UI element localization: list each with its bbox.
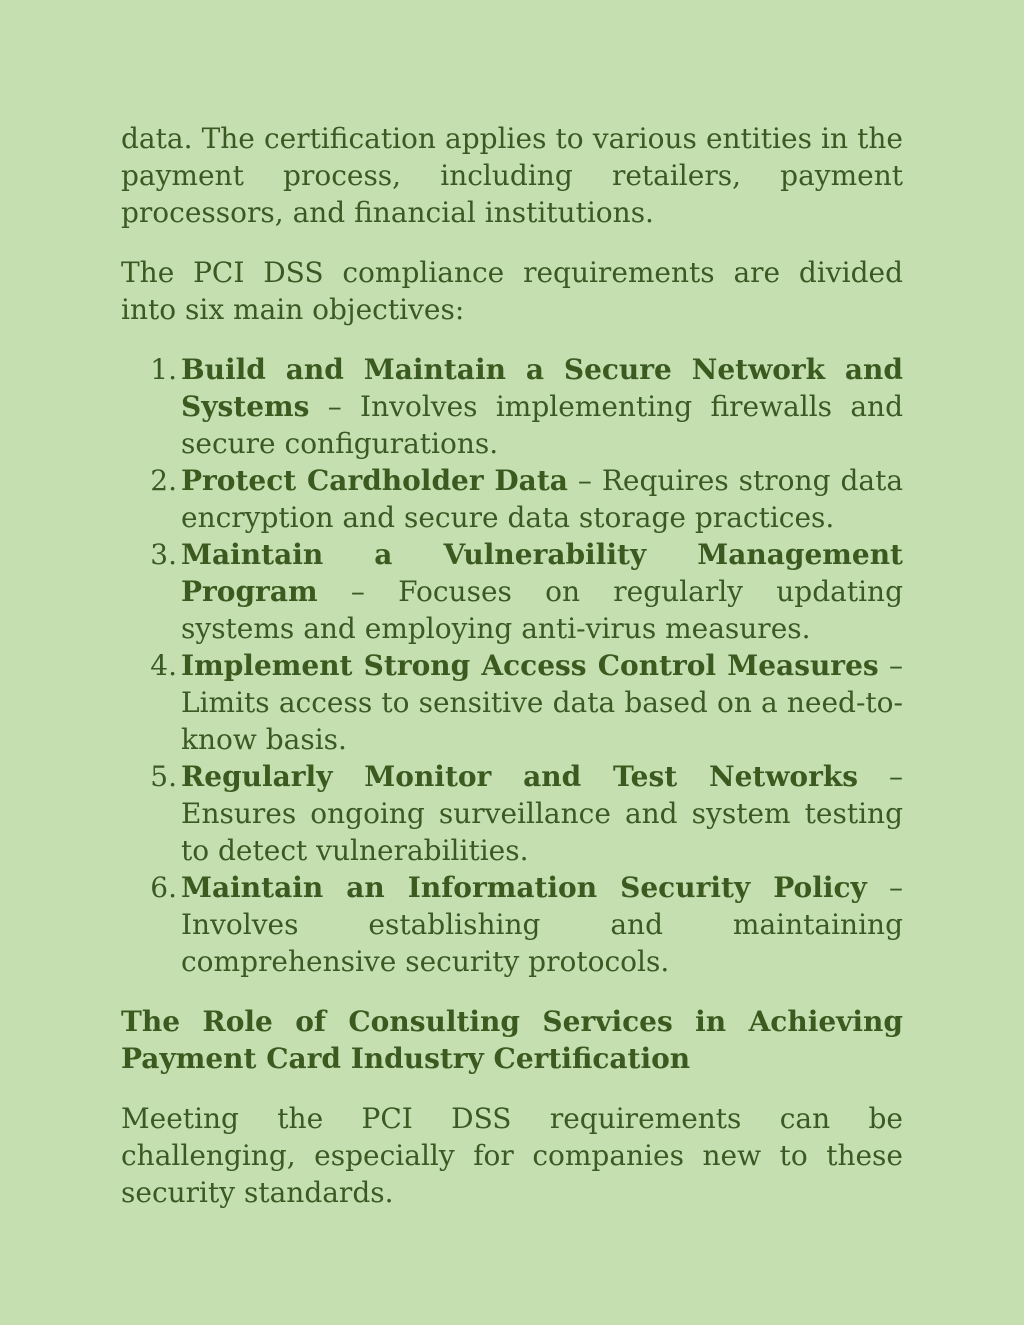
list-item — [150, 647, 903, 758]
objective-title: Build and Maintain a Secure Network and Systems — [181, 353, 903, 423]
objective-title: Regularly Monitor and Test Networks — [181, 760, 859, 793]
list-item — [150, 869, 903, 980]
paragraph-objectives-intro: The PCI DSS compliance requirements are divided into six main objectives: — [121, 256, 903, 326]
objective-description: – Involves implementing firewalls and secure configurations. — [181, 390, 903, 460]
objectives-list — [121, 351, 903, 980]
paragraph-consulting: Meeting the PCI DSS requirements can be challenging, especially for companies new to these security standards. — [121, 1102, 903, 1209]
list-item — [150, 462, 904, 536]
list-item — [150, 536, 903, 647]
objective-description: – Requires strong data encryption and secure data storage practices. — [181, 464, 904, 534]
objective-title: Maintain a Vulnerability Management Program — [181, 538, 903, 608]
objective-title: Protect Cardholder Data — [181, 464, 568, 497]
objective-description: – Involves establishing and maintaining comprehensive security protocols. — [181, 871, 903, 978]
list-item — [150, 351, 903, 462]
list-item — [150, 758, 903, 869]
objective-description: – Ensures ongoing surveillance and system testing to detect vulnerabilities. — [181, 760, 903, 867]
objective-title: Implement Strong Access Control Measures — [181, 649, 879, 682]
list-number: 1. — [150, 353, 177, 386]
objective-description: – Limits access to sensitive data based on a need-to-know basis. — [181, 649, 903, 756]
section-heading: The Role of Consulting Services in Achieving Payment Card Industry Certification — [121, 1005, 903, 1075]
objective-description: – Focuses on regularly updating systems and employing anti-virus measures. — [181, 575, 903, 645]
list-number: 2. — [150, 464, 177, 497]
list-number: 6. — [150, 871, 177, 904]
objective-title: Maintain an Information Security Policy — [181, 871, 867, 904]
list-number: 4. — [150, 649, 177, 682]
list-number: 5. — [150, 760, 177, 793]
list-number: 3. — [150, 538, 177, 571]
paragraph-intro: data. The certification applies to various entities in the payment process, including retailers, payment processors, and financial institutions. — [121, 122, 903, 229]
